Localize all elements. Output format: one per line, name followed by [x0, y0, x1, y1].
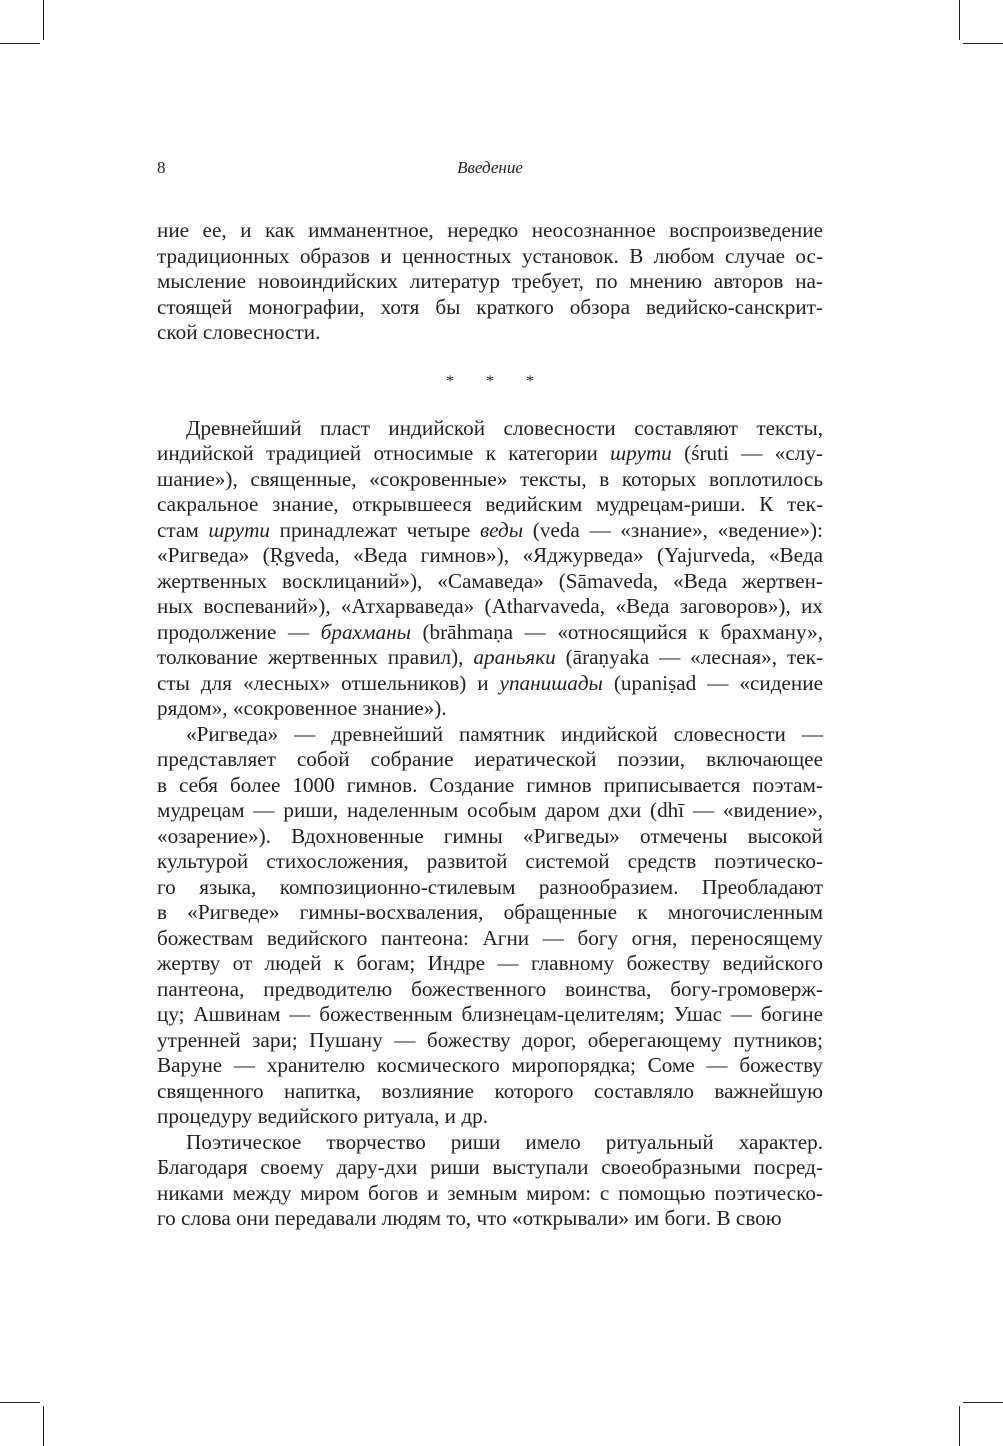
text-line: цу; Ашвинам — божественным близнецам-целителям; Ушас — богине [157, 1002, 823, 1026]
crop-mark-top-left-horizontal [0, 43, 40, 44]
paragraph [157, 218, 823, 346]
text-line: жертву от людей к богам; Индре — главному божеству ведийского [157, 951, 823, 975]
text-line: представляет собой собрание иератической поэзии, включающее [157, 747, 823, 771]
running-head [157, 158, 823, 184]
text-line: «озарение»). Вдохновенные гимны «Ригведы» отмечены высокой [157, 823, 823, 848]
crop-mark-bottom-right-horizontal [963, 1402, 1003, 1403]
text-line: толкование жертвенных правил), араньяки (āraṇyaka — «лесная», тек- [157, 645, 823, 669]
text-line: никами между миром богов и земным миром: с помощью поэтическо- [157, 1180, 823, 1205]
text-line: ние ее, и как имманентное, нередко неосознанное воспроизведение [157, 218, 823, 242]
text-line: го слова они передавали людям то, что «открывали» им боги. В свою [157, 1206, 782, 1230]
text-line: мудрецам — риши, наделенным особым даром дхи (dhī — «видение», [157, 798, 823, 822]
text-line: Древнейший пласт индийской словесности составляют тексты, [186, 415, 823, 440]
page-number: 8 [157, 158, 166, 177]
running-title: Введение [457, 158, 523, 177]
text-line: божествам ведийского пантеона: Агни — богу огня, переносящему [157, 925, 823, 950]
text-line: Поэтическое творчество риши имело ритуальный характер. [186, 1129, 823, 1154]
crop-mark-top-right-vertical [959, 0, 960, 40]
crop-mark-bottom-left-vertical [43, 1406, 44, 1446]
text-line: священного напитка, возлияние которого составляло важнейшую [157, 1078, 823, 1103]
crop-mark-bottom-left-horizontal [0, 1402, 40, 1403]
text-line: индийской традицией относимые к категории шрути (śruti — «слу- [157, 441, 823, 465]
text-line: в «Ригведе» гимны-восхваления, обращенные к многочисленным [157, 900, 823, 924]
text-line: культурой стихосложения, развитой системой средств поэтическо- [157, 849, 823, 873]
text-line: сакральное знание, открывшееся ведийским мудрецам-риши. К тек- [157, 492, 823, 516]
paragraph [157, 722, 823, 1130]
body-text [157, 218, 823, 1232]
text-line: процедуру ведийского ритуала, и др. [157, 1104, 488, 1128]
text-line: сты для «лесных» отшельников) и упанишады (upaniṣad — «сидение [157, 670, 823, 695]
text-line: в себя более 1000 гимнов. Создание гимнов приписывается поэтам- [157, 772, 823, 797]
crop-mark-top-right-horizontal [963, 43, 1003, 44]
text-line: «Ригведа» — древнейший памятник индийской словесности — [186, 721, 823, 746]
text-line: жертвенных восклицаний»), «Самаведа» (Sāmaveda, «Веда жертвен- [157, 568, 823, 593]
paragraph [157, 416, 823, 722]
text-line: Варуне — хранителю космического миропорядка; Соме — божеству [157, 1053, 823, 1077]
text-line: шание»), священные, «сокровенные» тексты, в которых воплотилось [157, 466, 823, 491]
text-line: продолжение — брахманы (brāhmaṇa — «относящийся к брахману», [157, 619, 824, 644]
text-line: мысление новоиндийских литератур требует, по мнению авторов на- [157, 269, 823, 293]
text-line: ных воспеваний»), «Атхарваведа» (Atharvaveda, «Веда заговоров»), их [157, 594, 823, 618]
paragraph [157, 1130, 823, 1232]
crop-mark-bottom-right-vertical [959, 1406, 960, 1446]
text-line: пантеона, предводителю божественного воинства, богу-громоверж- [157, 976, 823, 1001]
text-line: стоящей монографии, хотя бы краткого обзора ведийско-санскрит- [157, 294, 823, 319]
text-line: ской словесности. [157, 320, 321, 344]
text-line: Благодаря своему дару-дхи риши выступали своеобразными посред- [157, 1155, 823, 1179]
section-separator: * * * [446, 372, 548, 390]
crop-mark-top-left-vertical [43, 0, 44, 40]
text-line: го языка, композиционно-стилевым разнообразием. Преобладают [157, 874, 823, 899]
text-line: стам шрути принадлежат четыре веды (veda — «знание», «ведение»): [157, 517, 823, 542]
text-line: рядом», «сокровенное знание»). [157, 696, 447, 720]
text-line: утренней зари; Пушану — божеству дорог, оберегающему путников; [157, 1027, 823, 1052]
text-line: «Ригведа» (Ṛgveda, «Веда гимнов»), «Яджурведа» (Yajurveda, «Веда [157, 543, 823, 567]
text-line: традиционных образов и ценностных установок. В любом случае ос- [157, 243, 823, 268]
